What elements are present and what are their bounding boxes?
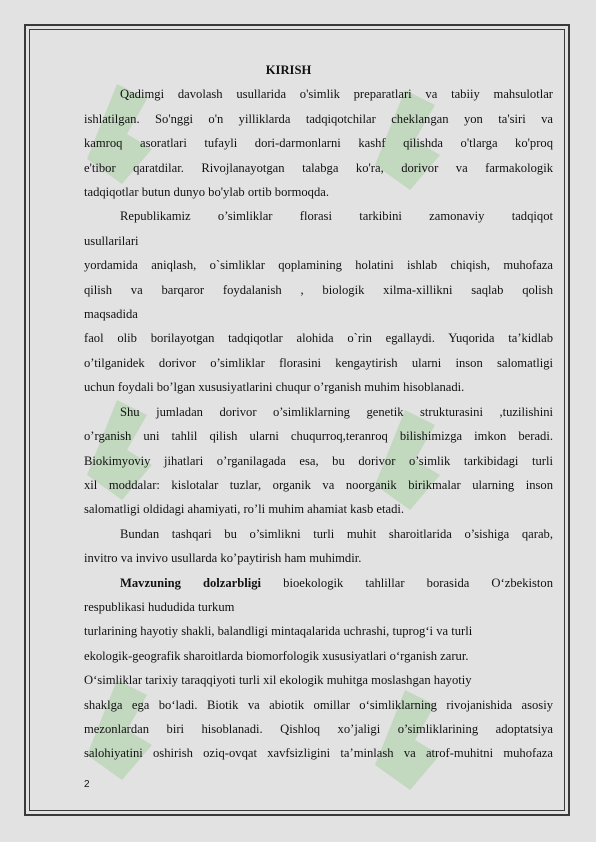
bold-lead: Mavzuning dolzarbligi [120,575,262,590]
text-line [84,82,553,106]
text-line [84,693,553,717]
text-line [84,619,553,643]
text-line [84,131,553,155]
text-line [84,375,553,399]
text-line [84,180,553,204]
line-text: kamroq asoratlari tufayli dori-darmonlarni kashf qilishda o'tlarga ko'proq [84,136,553,151]
text-line [84,522,553,546]
line-text: tadqiqotlar butun dunyo bo'ylab ortib bormoqda. [84,185,330,200]
line-text: shaklga ega bo‘ladi. Biotik va abiotik omillar o‘simliklarning rivojanishida asosiy [84,697,553,712]
text-line [84,156,553,180]
document-title: KIRISH [265,63,312,77]
text-line [84,351,553,375]
text-line [84,644,553,668]
text-line [84,424,553,448]
line-text: ishlatilgan. So'nggi o'n yilliklarda tadqiqotchilar cheklangan yon ta'siri va [84,111,553,126]
text-line [84,595,553,619]
line-text: e'tibor qaratdilar. Rivojlanayotgan talabga ko'ra, dorivor va farmakologik [84,160,553,175]
text-line [84,400,553,424]
text-line [84,473,553,497]
page-number: 2 [84,779,90,790]
text-line [84,741,553,765]
line-text: salohiyatini oshirish oziq-ovqat xavfsizligini ta’minlash va atrof-muhitni muhofaza [84,746,553,761]
line-text: xil moddalar: kislotalar tuzlar, organik va noorganik birikmalar ularning inson [84,477,553,492]
line-text: invitro va invivo usullarda ko’paytirish ham muhimdir. [84,551,362,566]
document-body [84,58,553,766]
line-text: qilish va barqaror foydalanish , biologik xilma-xillikni saqlab qolish [84,282,553,297]
text-line [84,278,553,302]
line-text: Bundan tashqari bu o’simlikni turli muhit sharoitlarida o’sishiga qarab, [120,526,553,541]
line-text: Qadimgi davolash usullarida o'simlik preparatlari va tabiiy mahsulotlar [120,87,553,102]
text-line [84,497,553,521]
line-text: mezonlardan biri hisoblanadi. Qishloq xo’jaligi o’simliklarining adoptatsiya [84,721,553,736]
line-text: yordamida aniqlash, o`simliklar qoplamining holatini ishlab chiqish, muhofaza [84,258,553,273]
line-text: faol olib borilayotgan tadqiqotlar alohida o`rin egallaydi. Yuqorida ta’kidlab [84,331,553,346]
line-text: respublikasi hududida turkum [84,599,235,614]
line-text: o’rganish uni tahlil qilish ularni chuqurroq,teranroq bilishimizga imkon beradi. [84,429,553,444]
text-line [84,302,553,326]
line-text: Biokimyoviy jihatlari o’rganilagada esa, bu dorivor o’simlik tarkibidagi turli [84,453,553,468]
line-text: salomatligi oldidagi ahamiyati, ro’li muhim ahamiat kasb etadi. [84,502,405,517]
line-text: turlarining hayotiy shakli, balandligi mintaqalarida uchrashi, tuprog‘i va turli [84,624,473,639]
line-text: maqsadida [84,307,138,322]
line-text: bioekologik tahlillar borasida O‘zbekiston [261,575,553,590]
text-line [84,546,553,570]
text-line [84,326,553,350]
line-text: o’tilganidek dorivor o’simliklar florasini kengaytirish ularni inson salomatligi [84,355,553,370]
line-text: ekologik-geografik sharoitlarda biomorfologik xususiyatlari o‘rganish zarur. [84,648,469,663]
text-line [84,449,553,473]
text-line [84,204,553,228]
text-line [84,668,553,692]
line-text: usullarilari [84,233,139,248]
text-line [84,571,553,595]
line-text: Republikamiz o’simliklar florasi tarkibini zamonaviy tadqiqot [120,209,553,224]
text-lines [84,82,553,765]
text-line [84,253,553,277]
text-line [84,717,553,741]
text-line [84,107,553,131]
line-text: O‘simliklar tarixiy taraqqiyoti turli xil ekologik muhitga moslashgan hayotiy [84,673,472,688]
text-line [84,229,553,253]
line-text: uchun foydali bo’lgan xususiyatlarini chuqur o’rganish muhim hisoblanadi. [84,380,465,395]
line-text: Shu jumladan dorivor o’simliklarning genetik strukturasini ,tuzilishini [120,404,553,419]
